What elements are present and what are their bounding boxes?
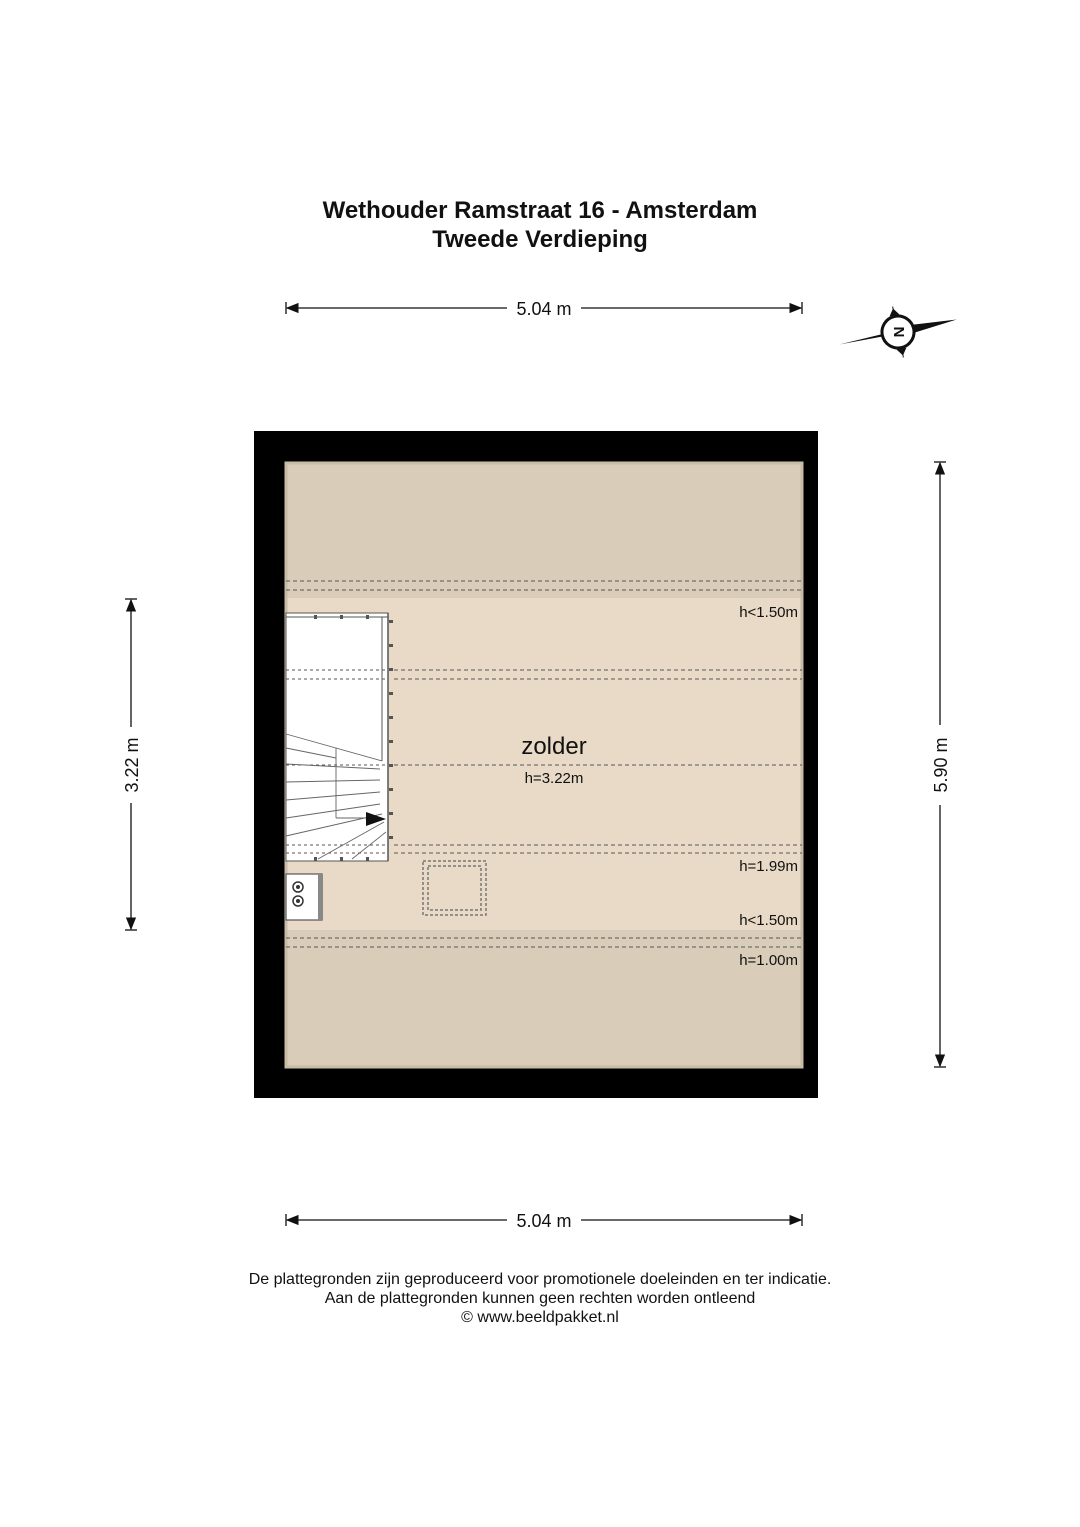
boiler-icon [286, 874, 323, 920]
plan-address-title: Wethouder Ramstraat 16 - Amsterdam [322, 197, 758, 224]
height-label-lower-150: h<1.50m [739, 912, 798, 929]
bottom-width-dimension [286, 1211, 802, 1231]
top-width-dimension [286, 299, 802, 319]
room-name: zolder [521, 733, 587, 760]
right-height-dimension [931, 462, 951, 1067]
compass-icon [834, 294, 962, 370]
top-width-label: 5.04 m [516, 299, 572, 319]
plan-floor-title: Tweede Verdieping [432, 226, 648, 253]
height-label-199: h=1.99m [739, 858, 798, 875]
disclaimer-line-1: De plattegronden zijn geproduceerd voor promotionele doeleinden en ter indicatie. [248, 1271, 832, 1288]
height-label-upper: h<1.50m [739, 604, 798, 621]
left-height-label: 3.22 m [122, 737, 142, 793]
staircase [286, 613, 393, 861]
bottom-width-label: 5.04 m [516, 1211, 572, 1231]
height-label-100: h=1.00m [739, 952, 798, 969]
copyright-line: © www.beeldpakket.nl [461, 1309, 619, 1326]
right-height-label: 5.90 m [931, 737, 951, 793]
room-height: h=3.22m [524, 770, 584, 787]
left-height-dimension [122, 599, 142, 930]
compass-north-label: N [891, 326, 908, 338]
disclaimer-line-2: Aan de plattegronden kunnen geen rechten worden ontleend [324, 1290, 756, 1307]
